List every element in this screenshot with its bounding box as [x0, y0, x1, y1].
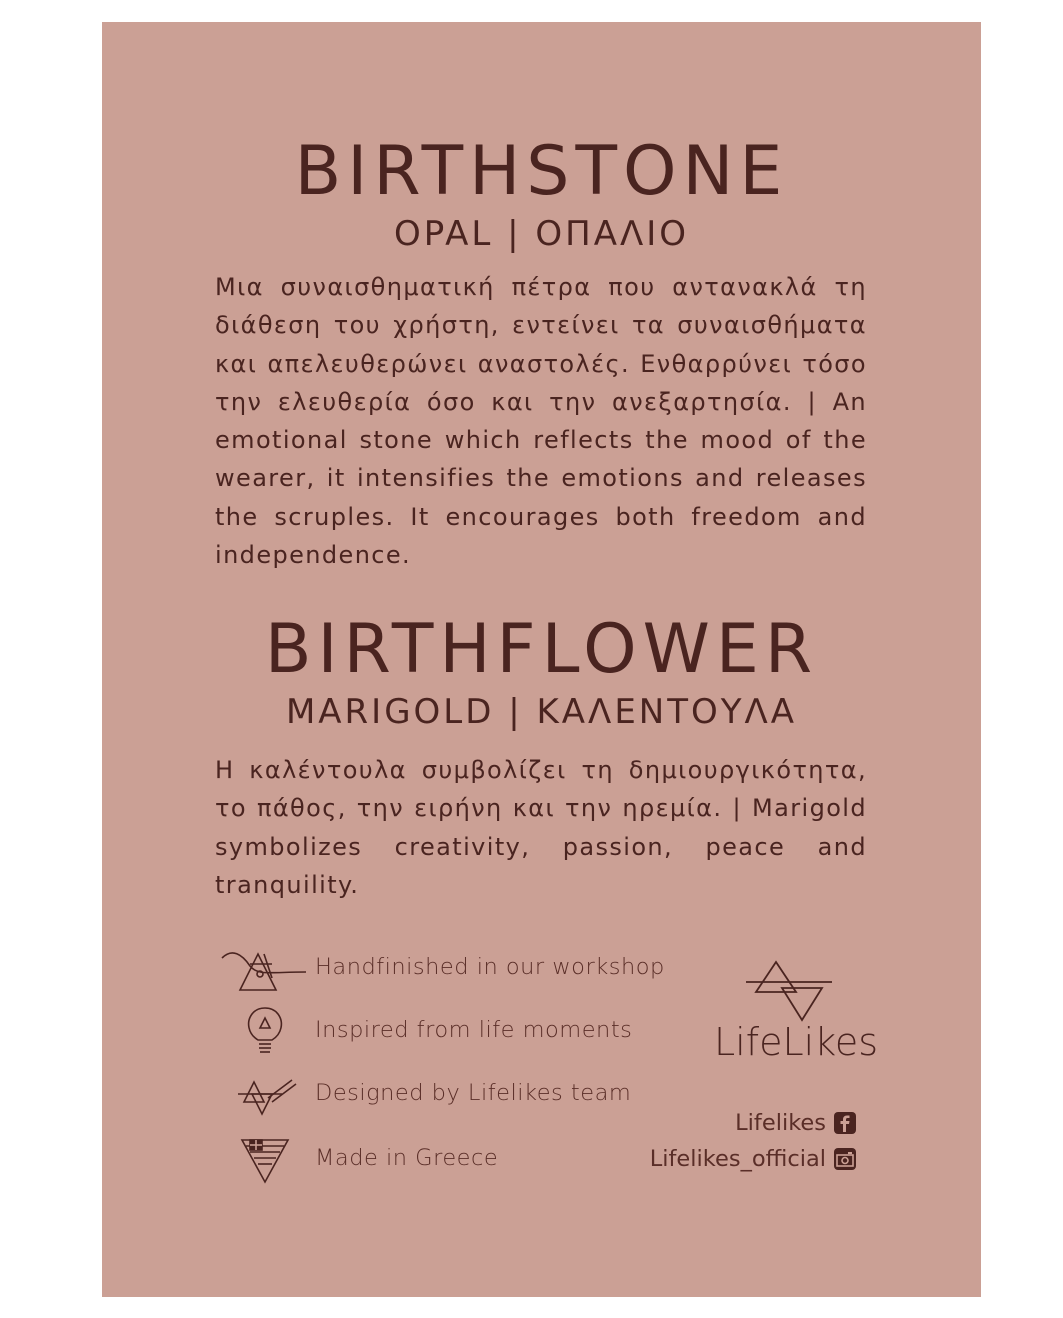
hand-tools-triangle-icon [220, 944, 310, 994]
social-instagram-label: Lifelikes_official [649, 1146, 826, 1172]
facebook-icon [834, 1112, 856, 1134]
lifelikes-triangles-logo [742, 958, 836, 1024]
greek-flag-triangle-icon [220, 1134, 310, 1186]
feature-handfinished: Handfinished in our workshop [315, 954, 665, 980]
birthflower-subtitle: MARIGOLD | ΚΑΛΕΝΤΟΥΛΑ [285, 692, 798, 732]
social-facebook[interactable] [735, 1110, 856, 1136]
brand-name: LifeLikes [714, 1020, 879, 1064]
feature-inspired: Inspired from life moments [315, 1017, 633, 1043]
pencil-triangle-icon [220, 1072, 310, 1122]
birthstone-subtitle: OPAL | ΟΠΑΛΙΟ [394, 214, 689, 254]
birthflower-description: Η καλέντουλα συμβολίζει τη δημιουργικότητα, το πάθος, την ειρήνη και την ηρεμία. | Marigold symbolizes creativity, passion, peace and tranquility. [215, 756, 867, 899]
feature-designed: Designed by Lifelikes team [315, 1080, 632, 1106]
instagram-icon [834, 1148, 856, 1170]
birthstone-description: Μια συναισθηματική πέτρα που αντανακλά τη διάθεση του χρήστη, εντείνει τα συναισθήματα και απελευθερώνει αναστολές. Ενθαρρύνει τόσο την ελευθερία όσο και την ανεξαρτησία. | An emotional stone which reflects the mood of the wearer, it intensifies the emotions and releases the scruples. It encourages both freedom and independence. [215, 273, 867, 570]
birthflower-title: BIRTHFLOWER [264, 610, 819, 689]
social-facebook-label: Lifelikes [735, 1110, 826, 1136]
product-card [102, 22, 981, 1297]
feature-made-in-greece: Made in Greece [315, 1145, 499, 1171]
social-instagram[interactable] [650, 1146, 856, 1172]
lightbulb-icon [220, 1004, 310, 1060]
birthstone-title: BIRTHSTONE [294, 132, 789, 211]
